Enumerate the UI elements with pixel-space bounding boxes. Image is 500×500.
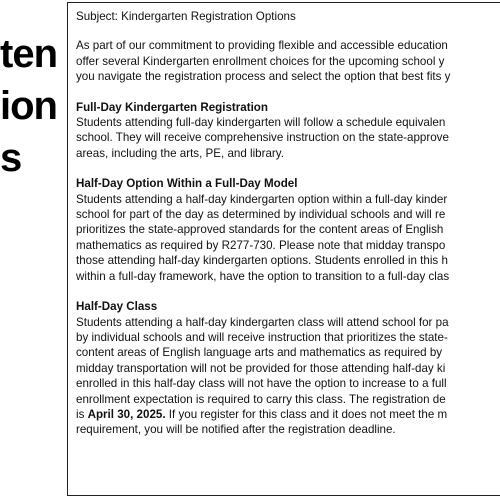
section-full-day [76, 100, 500, 162]
section-line: midday transportation will not be provided for those attending half-day ki [76, 361, 446, 375]
section-line: within a full-day framework, have the option to transition to a full-day clas [76, 269, 450, 283]
section-half-day-option [76, 176, 500, 284]
section-line: requirement, you will be notified after the registration deadline. [76, 423, 396, 437]
section-line: mathematics as required by R277-730. Please note that midday transpo [76, 238, 446, 252]
section-line: prioritizes the state-approved standards for the content areas of English [76, 223, 444, 237]
section-title: Half-Day Option Within a Full-Day Model [76, 177, 298, 191]
section-line: areas, including the arts, PE, and library. [76, 146, 284, 160]
side-heading [0, 28, 70, 184]
intro-paragraph [76, 38, 500, 84]
section-half-day-class [76, 299, 500, 438]
section-line: those attending half-day kindergarten options. Students enrolled in this h [76, 254, 448, 268]
section-title: Full-Day Kindergarten Registration [76, 100, 268, 114]
section-line: enrolled in this half-day class will not have the option to increase to a full [76, 377, 447, 391]
deadline-line [76, 407, 500, 422]
subject-line: Subject: Kindergarten Registration Options [76, 10, 296, 23]
deadline-prefix: is [76, 407, 88, 421]
section-line: Students attending full-day kindergarten will follow a schedule equivalen [76, 116, 446, 130]
section-title: Half-Day Class [76, 300, 158, 314]
section-line: Students attending a half-day kindergarten class will attend school for pa [76, 315, 449, 329]
deadline-suffix: If you register for this class and it does not meet the m [165, 407, 448, 421]
side-heading-line-1: ten [0, 32, 57, 76]
section-line: enrollment expectation is required to carry this class. The registration de [76, 392, 446, 406]
section-line: by individual schools and will receive instruction that prioritizes the state- [76, 330, 448, 344]
intro-line: you navigate the registration process and select the option that best fits y [76, 70, 451, 84]
section-line: school. They will receive comprehensive instruction on the state-approve [76, 131, 449, 145]
side-heading-line-2: ion [0, 84, 57, 128]
section-line: school for part of the day as determined by individual schools and will re [76, 208, 446, 222]
deadline-date: April 30, 2025. [87, 407, 166, 421]
side-heading-line-3: s [0, 136, 22, 180]
document-panel [67, 2, 500, 496]
intro-line: offer several Kindergarten enrollment choices for the upcoming school y [76, 54, 445, 68]
section-line: content areas of English language arts and mathematics as required by [76, 346, 443, 360]
section-line: Students attending a half-day kindergarten option within a full-day kinder [76, 192, 448, 206]
intro-line: As part of our commitment to providing flexible and accessible education [76, 39, 448, 53]
